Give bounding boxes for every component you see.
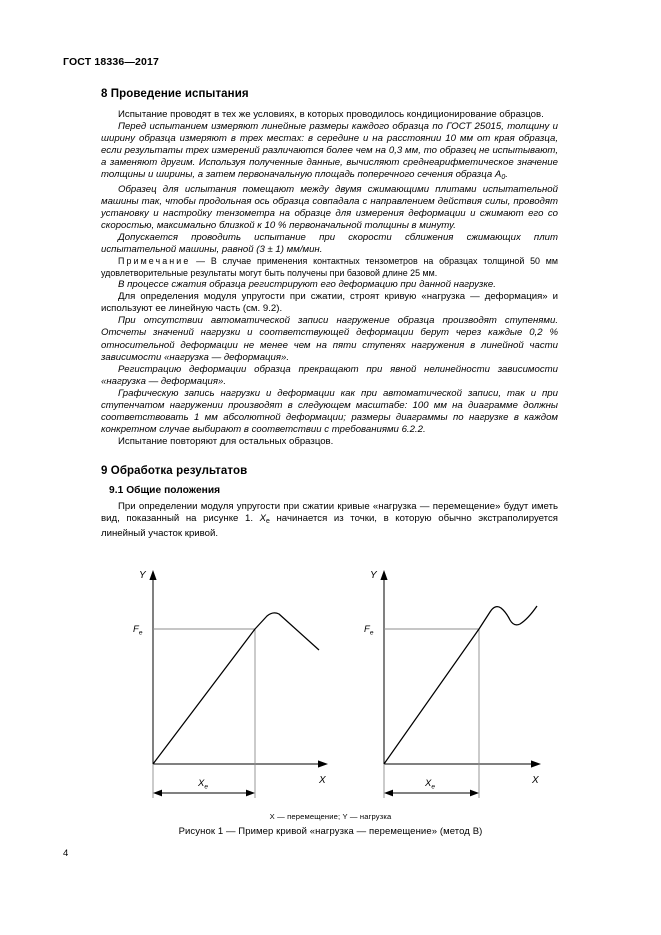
running-head: ГОСТ 18336—2017: [63, 56, 159, 68]
document-body: [101, 88, 558, 540]
y-axis: [380, 570, 387, 764]
xe-dimension-arrow: [384, 790, 479, 797]
figure-caption: Рисунок 1 — Пример кривой «нагрузка — перемещение» (метод B): [178, 826, 483, 837]
paragraph-8-7: Для определения модуля упругости при сжатии, строят кривую «нагрузка — деформация» и используют ее линейную часть (см. 9.2).: [101, 291, 558, 315]
chart-left: [107, 558, 335, 810]
heading-section-9-1: 9.1 Общие положения: [109, 484, 221, 496]
note-label: Примечание: [118, 256, 191, 267]
paragraph-8-9: Регистрацию деформации образца прекращают при явной нелинейности зависимости «нагрузка — деформация».: [101, 363, 558, 387]
paragraph-8-6: В процессе сжатия образца регистрируют его деформацию при данной нагрузке.: [118, 279, 496, 291]
standard-reference-gost-25015: ГОСТ 25015: [446, 121, 502, 133]
paragraph-note-8-5: Примечание — В случае применения контактных тензометров на образцах толщиной 50 мм удовлетворительные результаты могут быть получены при базовой длине 25 мм.: [101, 256, 558, 278]
x-axis: [384, 760, 541, 767]
paragraph-8-1: Испытание проводят в тех же условиях, в которых проводилось кондиционирование образцов.: [118, 109, 544, 120]
heading-section-8: 8 Проведение испытания: [101, 88, 249, 100]
x-axis: [153, 760, 328, 767]
paragraph-8-8: При отсутствии автоматической записи нагружение образца производят ступенями. Отсчеты значений нагрузки и соответствующей деформации берут через каждые 0,2 % относительной деформации не менее чем на пяти ступенях нагружения в линейной части зависимости «нагрузка — деформация».: [101, 315, 558, 363]
xe-dimension-arrow: [153, 790, 255, 797]
paragraph-8-2: Перед испытанием измеряют линейные размеры каждого образца по ГОСТ 25015, толщину и ширину образца измеряют в трех местах: в середине и на расстоянии 10 мм от края образца, если результаты трех измерений различаются более чем на 0,3 мм, то образец не испытывают, а заменяют другим. Используя полученные данные, вычисляют среднеарифметическое значение толщины и ширины, а затем первоначальную площадь поперечного сечения образца $A_0$.: [101, 121, 558, 182]
paragraph-8-3: Образец для испытания помещают между двумя сжимающими плитами испытательной машины так, чтобы продольная ось образца совпадала с направлением действия силы, проводят установку и настройку тензометра на образце для измерения деформации и сжимают его со скоростью, максимально близкой к 10 % первоначальной толщины в минуту.: [101, 184, 558, 232]
paragraph-8-4: Допускается проводить испытание при скорости сближения сжимающих плит испытательной машины, равной (3 ± 1) мм/мин.: [101, 232, 558, 256]
x-axis-label: X: [532, 775, 539, 786]
symbol-xe: X: [259, 513, 267, 524]
page-number: 4: [63, 848, 69, 859]
figure-axis-legend: X — перемещение; Y — нагрузка: [269, 812, 392, 821]
figure-1-container: [101, 558, 558, 810]
subscript-zero: 0: [501, 174, 506, 182]
paragraph-9-1: При определении модуля упругости при сжатии кривые «нагрузка — перемещение» будут иметь вид, показанный на рисунке 1. $X_e$ начинается из точки, в которую обычно экстраполируется линейный участок кривой.: [101, 500, 558, 539]
subscript-e: e: [266, 517, 270, 525]
xe-label: $X_e$: [198, 778, 208, 791]
paragraph-8-11: Испытание повторяют для остальных образцов.: [118, 435, 334, 447]
load-displacement-curve: [384, 606, 537, 764]
load-displacement-curve: [153, 613, 319, 764]
fe-label: $F_e$: [133, 624, 143, 637]
chart-right: [354, 558, 582, 810]
x-axis-label: X: [319, 775, 326, 786]
xe-label: $X_e$: [425, 778, 435, 791]
heading-section-9: 9 Обработка результатов: [101, 464, 248, 477]
y-axis: [149, 570, 156, 764]
fe-label: $F_e$: [364, 624, 374, 637]
y-axis-label: Y: [139, 570, 146, 581]
y-axis-label: Y: [370, 570, 377, 581]
paragraph-8-10: Графическую запись нагрузки и деформации как при автоматической записи, так и при ступенчатом нагружении производят в следующем масштабе: 100 мм на диаграмме должны соответствовать 1 мм абсолютной деформации; размеры диаграммы по нагрузке в каждом конкретном случае выбирают в соответствии с требованиями 6.2.2.: [101, 387, 558, 435]
